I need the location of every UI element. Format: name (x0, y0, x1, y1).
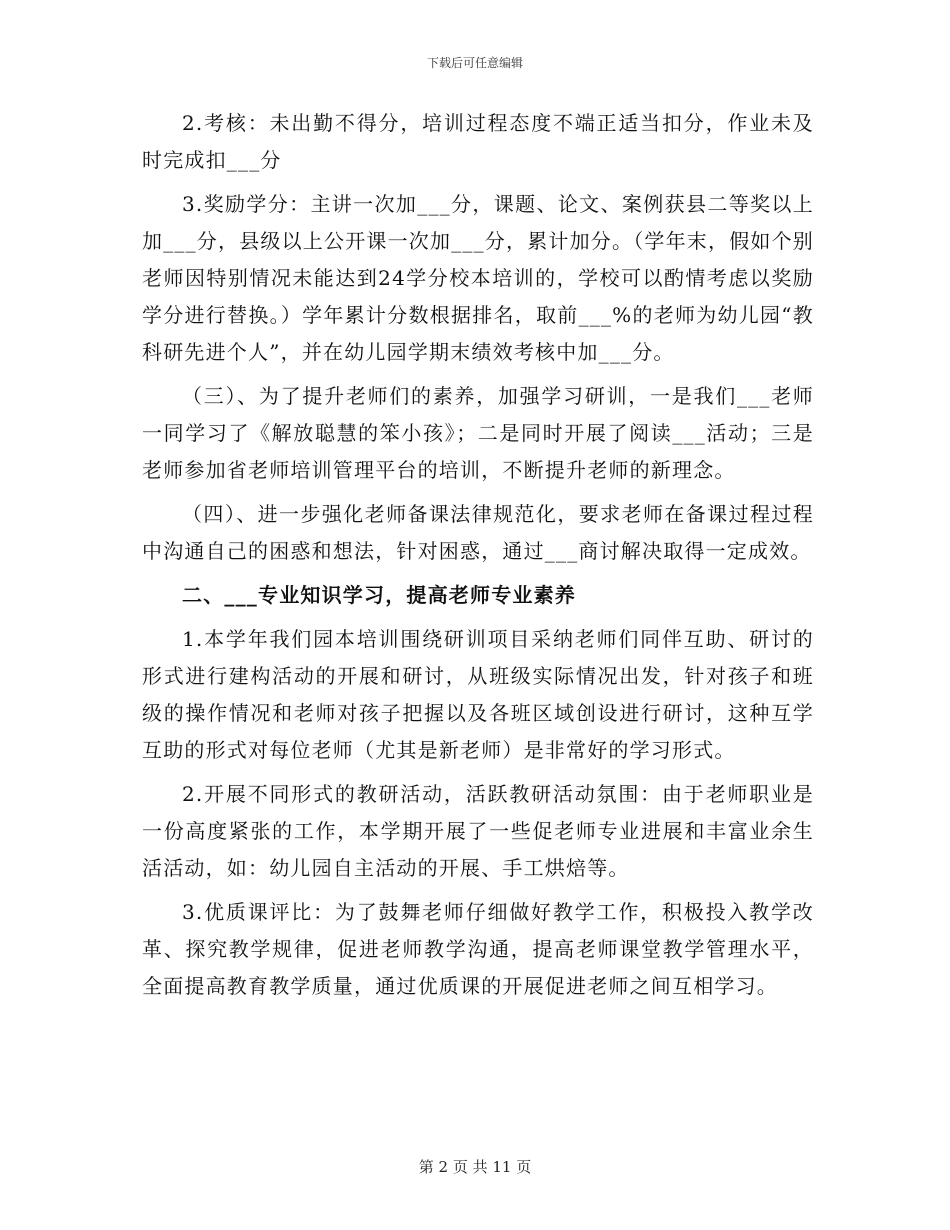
page-footer: 第 2 页 共 11 页 (418, 1158, 532, 1176)
paragraph-reward-credits: 3.奖励学分：主讲一次加___分，课题、论文、案例获县二等奖以上加___分，县级以上公开课一次加___分，累计加分。（学年末，假如个别老师因特别情况未能达到24学分校本培训的，学校可以酌情考虑以奖励学分进行替换。）学年累计分数根据排名，取前___%的老师为幼儿园“教科研先进个人”，并在幼儿园学期末绩效考核中加___分。 (142, 192, 814, 364)
paragraph-section-four: （四）、进一步强化老师备课法律规范化，要求老师在备课过程过程中沟通自己的困惑和想法，针对困惑，通过___商讨解决取得一定成效。 (142, 502, 814, 563)
page-header: 下载后可任意编辑 (426, 56, 523, 70)
paragraph-section-three: （三）、为了提升老师们的素养，加强学习研训，一是我们___老师一同学习了《解放聪慧的笨小孩》；二是同时开展了阅读___活动；三是老师参加省老师培训管理平台的培训，不断提升老师的新理念。 (142, 384, 814, 482)
section-heading-two: 二、___专业知识学习，提高老师专业素养 (182, 583, 576, 607)
paragraph-assessment: 2.考核：未出勤不得分，培训过程态度不端正适当扣分，作业未及时完成扣___分 (142, 111, 814, 172)
paragraph-item-one: 1.本学年我们园本培训围绕研训项目采纳老师们同伴互助、研讨的形式进行建构活动的开展和研讨，从班级实际情况出发，针对孩子和班级的操作情况和老师对孩子把握以及各班区域创设进行研讨，这种互学互助的形式对每位老师（尤其是新老师）是非常好的学习形式。 (142, 627, 814, 762)
document-body (142, 105, 814, 1012)
paragraph-item-two: 2.开展不同形式的教研活动，活跃教研活动氛围：由于老师职业是一份高度紧张的工作，本学期开展了一些促老师专业进展和丰富业余生活活动，如：幼儿园自主活动的开展、手工烘焙等。 (142, 782, 814, 880)
paragraph-item-three: 3.优质课评比：为了鼓舞老师仔细做好教学工作，积极投入教学改革、探究教学规律，促进老师教学沟通，提高老师课堂教学管理水平，全面提高教育教学质量，通过优质课的开展促进老师之间互相学习。 (142, 900, 814, 998)
